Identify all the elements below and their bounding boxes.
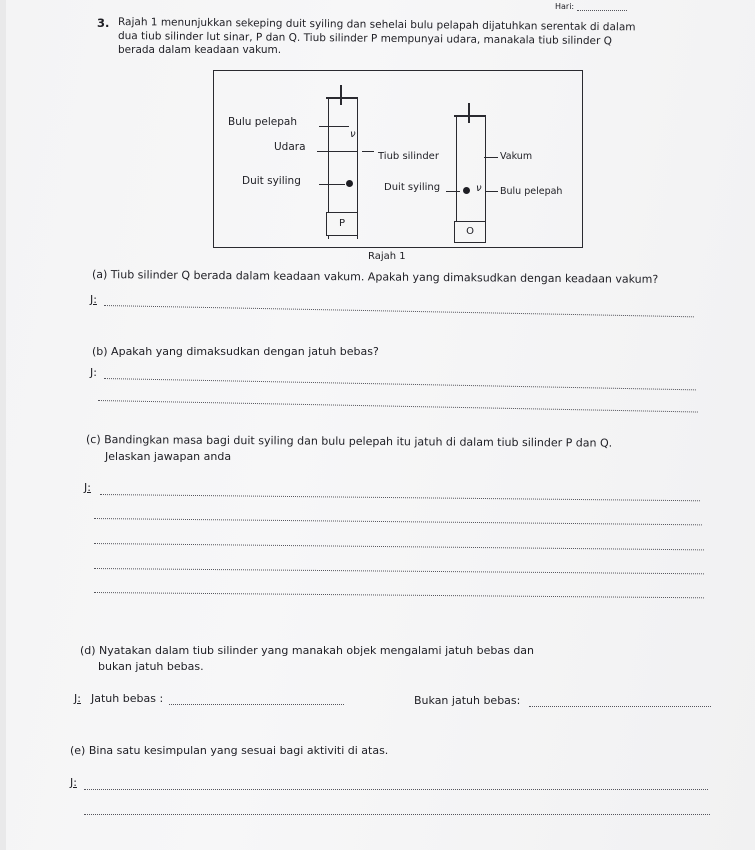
label-coin-q: Duit syiling [384, 182, 441, 193]
part-a-answer-prefix: J: [90, 293, 97, 306]
coin-q-icon [463, 187, 470, 194]
figure-1 [213, 70, 583, 248]
pointer-coin-p [319, 184, 345, 185]
question-number: 3. [97, 16, 110, 30]
label-tube: Tiub silinder [378, 151, 439, 162]
feather-p-icon: ν [350, 129, 356, 140]
part-c-answer-line-5[interactable] [94, 592, 704, 598]
part-d-question-line2: bukan jatuh bebas. [98, 660, 204, 673]
label-air: Udara [274, 141, 306, 153]
part-c-question-line2: Jelaskan jawapan anda [105, 450, 232, 463]
label-coin-p: Duit syiling [242, 175, 301, 187]
coin-p-icon [346, 180, 353, 187]
part-e-answer-line-1[interactable] [84, 789, 708, 790]
label-feather-p: Bulu pelepah [228, 116, 298, 128]
part-a-question: (a) Tiub silinder Q berada dalam keadaan vakum. Apakah yang dimaksudkan dengan keadaan vakum? [91, 268, 659, 286]
part-c-answer-line-1[interactable] [100, 494, 700, 501]
figure-caption: Rajah 1 [368, 251, 406, 262]
question-intro-line1: Rajah 1 menunjukkan sekeping duit syiling dan sehelai bulu pelapah dijatuhkan serentak di dalam [117, 16, 636, 34]
part-d-answer-prefix: J: [74, 692, 81, 705]
label-feather-q: Bulu pelepah [500, 186, 563, 197]
day-blank [577, 10, 627, 11]
day-label: Hari: [555, 2, 575, 11]
part-d-question-line1: (d) Nyatakan dalam tiub silinder yang manakah objek mengalami jatuh bebas dan [80, 644, 535, 657]
free-fall-label: Jatuh bebas : [91, 692, 164, 705]
part-c-answer-line-2[interactable] [94, 518, 702, 525]
part-c-question-line1: (c) Bandingkan masa bagi duit syiling dan bulu pelepah itu jatuh di dalam tiub silinder P dan Q. [85, 433, 613, 450]
tube-q-plug: O [454, 221, 486, 243]
pointer-coin-q [446, 191, 460, 192]
part-e-answer-line-2[interactable] [84, 814, 710, 815]
not-free-fall-label: Bukan jatuh bebas: [414, 694, 521, 707]
part-b-question: (b) Apakah yang dimaksudkan dengan jatuh bebas? [92, 345, 379, 358]
pointer-feather-p [319, 126, 349, 127]
part-e-answer-prefix: J: [70, 776, 77, 789]
part-b-answer-prefix: J: [90, 366, 97, 379]
pointer-vacuum [484, 157, 498, 158]
part-e-question: (e) Bina satu kesimpulan yang sesuai bagi aktiviti di atas. [70, 744, 389, 757]
label-vacuum: Vakum [500, 151, 533, 162]
tube-p-plug: P [326, 212, 358, 236]
pointer-tube [362, 151, 374, 152]
question-intro-line3: berada dalam keadaan vakum. [118, 44, 282, 56]
part-c-answer-line-4[interactable] [94, 568, 704, 574]
part-b-answer-line-1[interactable] [104, 378, 696, 390]
part-c-answer-line-3[interactable] [94, 543, 704, 550]
free-fall-answer-line[interactable] [169, 704, 344, 705]
not-free-fall-answer-line[interactable] [529, 706, 711, 707]
pointer-air [317, 151, 357, 152]
pointer-feather-q [486, 191, 498, 192]
part-a-answer-line-1[interactable] [104, 305, 694, 317]
feather-q-icon: ν [476, 183, 482, 194]
part-b-answer-line-2[interactable] [98, 400, 698, 413]
question-intro-line2: dua tiub silinder lut sinar, P dan Q. Tiub silinder P mempunyai udara, manakala tiub silinder Q [117, 30, 613, 48]
part-c-answer-prefix: J: [84, 481, 91, 494]
worksheet-page [6, 0, 755, 850]
